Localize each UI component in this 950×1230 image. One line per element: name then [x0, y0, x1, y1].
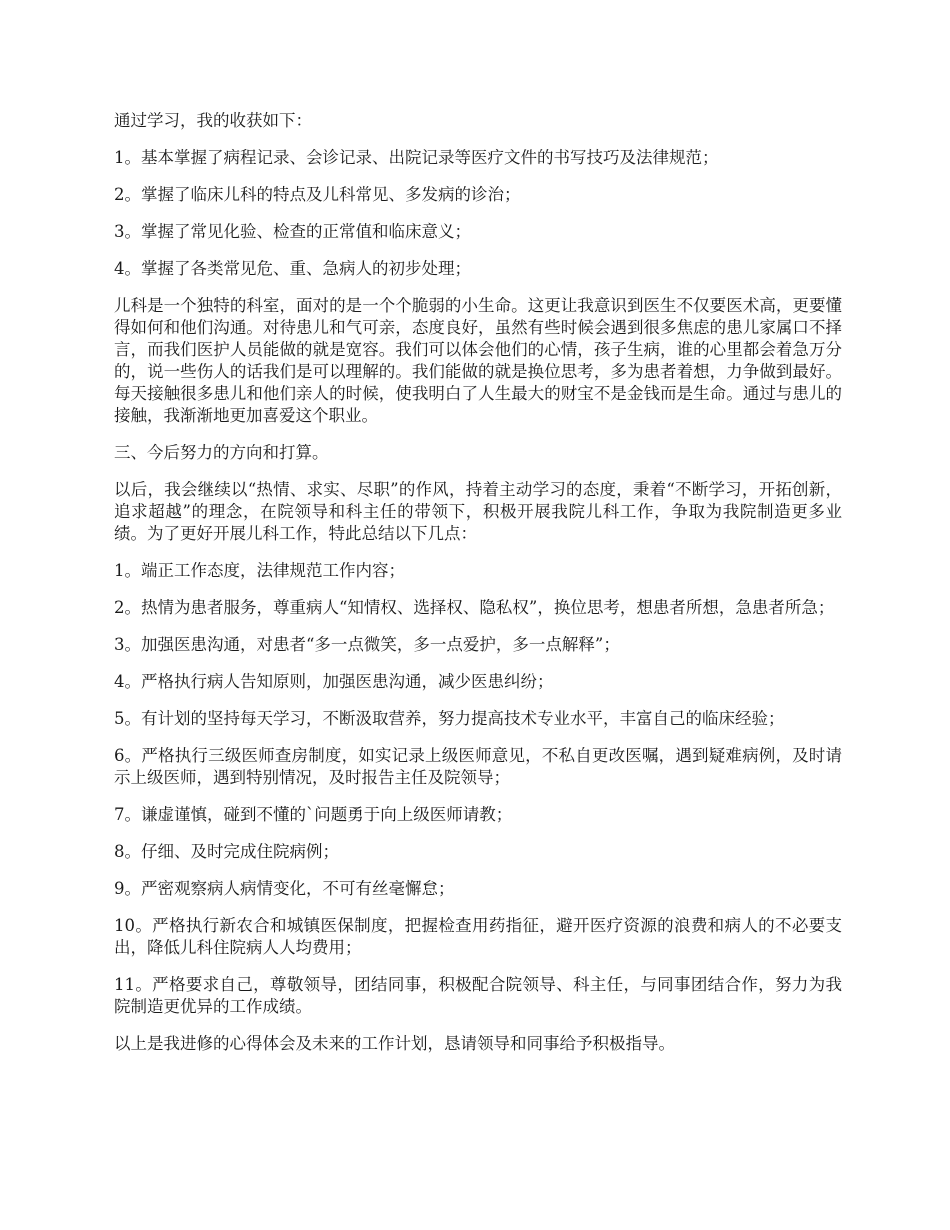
- document-body: [114, 110, 842, 1070]
- plan-item-8: 8。仔细、及时完成住院病例；: [114, 842, 339, 861]
- pediatrics-reflection-paragraph: 儿科是一个独特的科室，面对的是一个个脆弱的小生命。这更让我意识到医生不仅要医术高，更要懂得如何和他们沟通。对待患儿和气可亲，态度良好，虽然有些时候会遇到很多焦虑的患儿家属口不择言，而我们医护人员能做的就是宽容。我们可以体会他们的心情，孩子生病，谁的心里都会着急万分的，说一些伤人的话我们是可以理解的。我们能做的就是换位思考，多为患者着想，力争做到最好。每天接触很多患儿和他们亲人的时候，使我明白了人生最大的财宝不是金钱而是生命。通过与患儿的接触，我渐渐地更加喜爱这个职业。: [114, 296, 842, 425]
- plan-item-10: 10。严格执行新农合和城镇医保制度，把握检查用药指征，避开医疗资源的浪费和病人的不必要支出，降低儿科住院病人人均费用；: [114, 916, 842, 957]
- gain-item-4: 4。掌握了各类常见危、重、急病人的初步处理；: [114, 259, 471, 278]
- gain-item-3: 3。掌握了常见化验、检查的正常值和临床意义；: [114, 222, 471, 241]
- future-plan-paragraph: 以后，我会继续以“热情、求实、尽职”的作风，持着主动学习的态度，秉着“不断学习，开拓创新，追求超越”的理念，在院领导和科主任的带领下，积极开展我院儿科工作，争取为我院制造更多业绩。为了更好开展儿科工作，特此总结以下几点：: [114, 480, 842, 543]
- closing-line: 以上是我进修的心得体会及未来的工作计划，恳请领导和同事给予积极指导。: [114, 1034, 675, 1053]
- intro-line: 通过学习，我的收获如下：: [114, 111, 312, 130]
- plan-item-4: 4。严格执行病人告知原则，加强医患沟通，减少医患纠纷；: [114, 672, 554, 691]
- gain-item-2: 2。掌握了临床儿科的特点及儿科常见、多发病的诊治；: [114, 185, 521, 204]
- plan-item-11: 11。严格要求自己，尊敬领导，团结同事，积极配合院领导、科主任，与同事团结合作，努力为我院制造更优异的工作成绩。: [114, 975, 842, 1016]
- plan-item-2: 2。热情为患者服务，尊重病人“知情权、选择权、隐私权”，换位思考，想患者所想，急患者所急；: [114, 598, 835, 617]
- plan-item-7: 7。谦虚谨慎，碰到不懂的`问题勇于向上级医师请教；: [114, 805, 513, 824]
- plan-item-3: 3。加强医患沟通，对患者“多一点微笑，多一点爱护，多一点解释”；: [114, 635, 620, 654]
- plan-item-5: 5。有计划的坚持每天学习，不断汲取营养，努力提高技术专业水平，丰富自己的临床经验；: [114, 709, 785, 728]
- section-heading-future-plan: 三、今后努力的方向和打算。: [114, 443, 329, 462]
- plan-item-6: 6。严格执行三级医师查房制度，如实记录上级医师意见，不私自更改医嘱，遇到疑难病例，及时请示上级医师，遇到特别情况，及时报告主任及院领导；: [114, 746, 842, 787]
- gain-item-1: 1。基本掌握了病程记录、会诊记录、出院记录等医疗文件的书写技巧及法律规范；: [114, 148, 719, 167]
- plan-item-1: 1。端正工作态度，法律规范工作内容；: [114, 561, 405, 580]
- plan-item-9: 9。严密观察病人病情变化，不可有丝毫懈怠；: [114, 879, 455, 898]
